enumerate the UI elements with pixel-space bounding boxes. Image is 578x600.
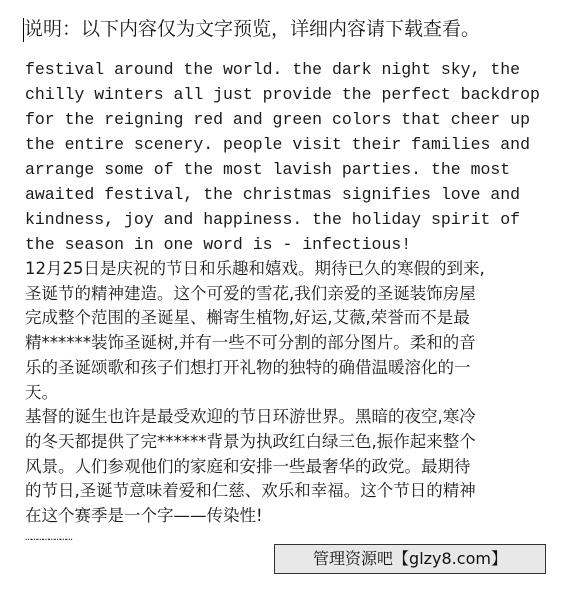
english-line: festival around the world. the dark night sky, the [25, 60, 521, 79]
chinese-paragraph [25, 257, 575, 529]
ellipsis-separator: …………………… [25, 530, 72, 544]
english-line: chilly winters all just provide the perfect backdrop [25, 85, 540, 104]
english-paragraph [25, 57, 578, 257]
english-line: awaited festival, the christmas signifies love and [25, 185, 521, 204]
english-line: kindness, joy and happiness. the holiday spirit of [25, 210, 521, 229]
chinese-line: 的节日,圣诞节意味着爱和仁慈、欢乐和幸福。这个节日的精神 [25, 481, 476, 501]
chinese-line: 圣诞节的精神建造。这个可爱的雪花,我们亲爱的圣诞装饰房屋 [25, 283, 476, 303]
chinese-line: 精******装饰圣诞树,并有一些不可分割的部分图片。柔和的音 [25, 333, 476, 353]
chinese-line: 天。 [25, 382, 58, 402]
chinese-line: 乐的圣诞颂歌和孩子们想打开礼物的独特的确借温暖溶化的一 [25, 357, 471, 377]
english-line: the entire scenery. people visit their families and [25, 135, 530, 154]
english-line: for the reigning red and green colors that cheer up [25, 110, 530, 129]
chinese-line: 完成整个范围的圣诞星、槲寄生植物,好运,艾薇,荣誉而不是最 [25, 308, 470, 328]
chinese-line: 在这个赛季是一个字——传染性! [25, 506, 263, 526]
chinese-line: 12月25日是庆祝的节日和乐趣和嬉戏。期待已久的寒假的到来, [25, 259, 485, 278]
chinese-line: 基督的诞生也许是最受欢迎的节日环游世界。黑暗的夜空,寒冷 [25, 407, 476, 427]
english-line: the season in one word is - infectious! [25, 235, 412, 254]
preview-notice: 说明：以下内容仅为文字预览，详细内容请下载查看。 [24, 18, 481, 40]
source-credit-link[interactable]: 管理资源吧【glzy8.com】 [274, 544, 546, 574]
english-line: arrange some of the most lavish parties. the most [25, 160, 511, 179]
chinese-line: 的冬天都提供了完******背景为执政红白绿三色,振作起来整个 [25, 431, 476, 451]
chinese-line: 风景。人们参观他们的家庭和安排一些最奢华的政党。最期待 [25, 456, 471, 476]
